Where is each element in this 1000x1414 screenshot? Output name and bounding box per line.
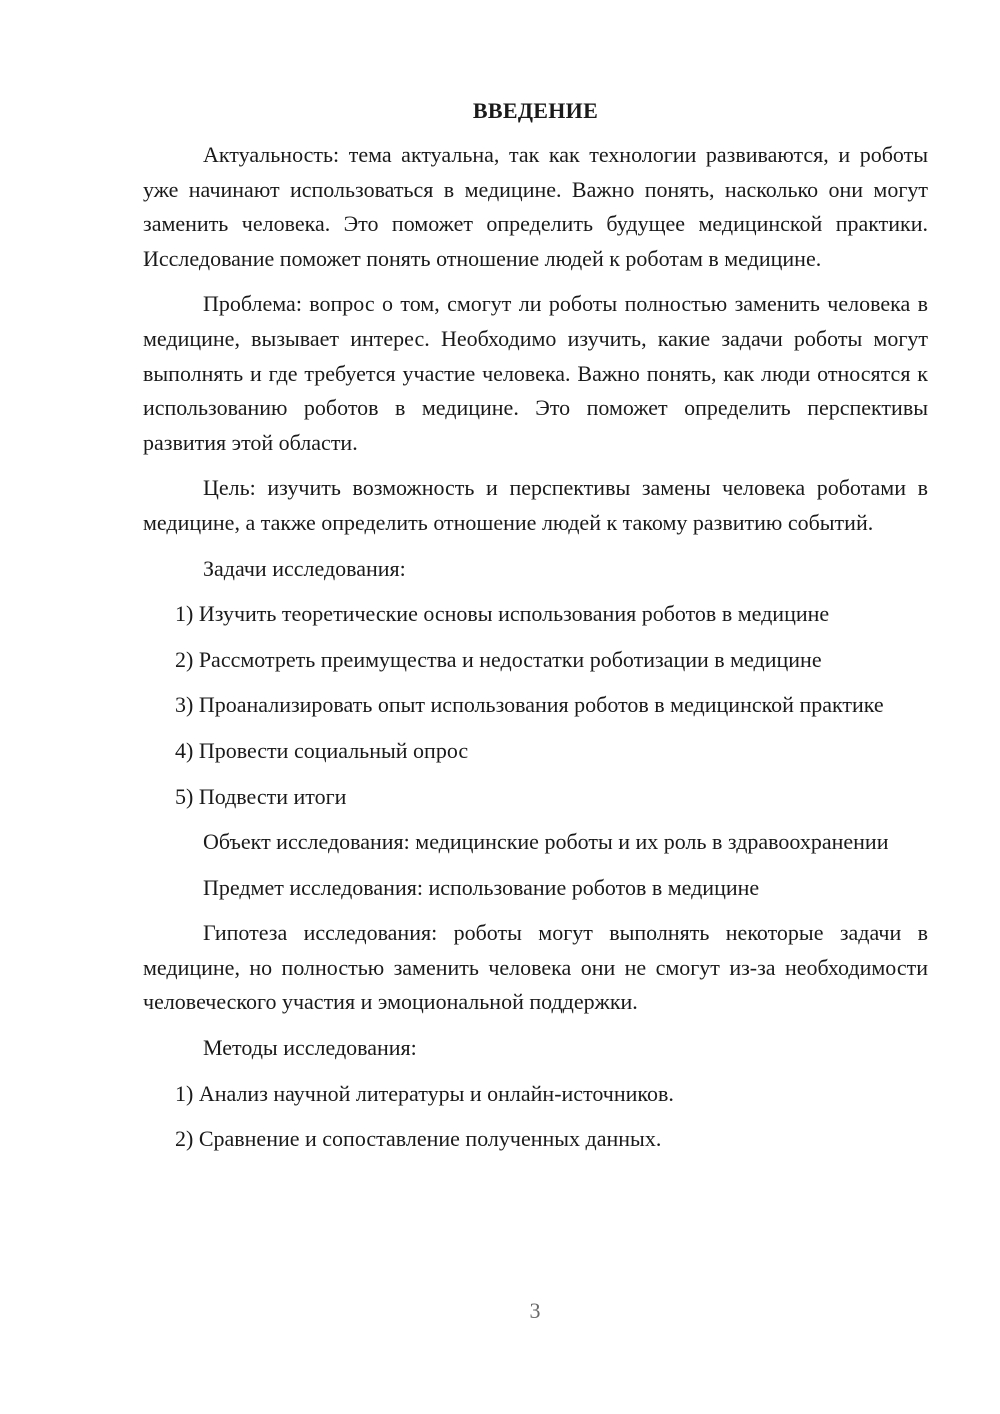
task-item-4: 4) Провести социальный опрос <box>175 737 469 763</box>
page-number: 3 <box>529 1298 541 1323</box>
task-item-3: 3) Проанализировать опыт использования роботов в медицинской практике <box>175 692 884 718</box>
task-item-1: 1) Изучить теоретические основы использования роботов в медицине <box>175 601 830 627</box>
method-item-1: 1) Анализ научной литературы и онлайн-источников. <box>175 1080 674 1106</box>
paragraph-object: Объект исследования: медицинские роботы и их роль в здравоохранении <box>203 829 889 855</box>
paragraph-goal: Цель: изучить возможность и перспективы замены человека роботами в медицине, а также определить отношение людей к такому развитию событий. <box>143 475 928 535</box>
paragraph-hypothesis: Гипотеза исследования: роботы могут выполнять некоторые задачи в медицине, но полностью заменить человека они не смогут из-за необходимости человеческого участия и эмоциональной поддержки. <box>143 920 928 1015</box>
paragraph-problem: Проблема: вопрос о том, смогут ли роботы полностью заменить человека в медицине, вызывает интерес. Необходимо изучить, какие задачи роботы могут выполнять и где требуется участие человека. Важно понять, как люди относятся к использованию роботов в медицине. Это поможет определить перспективы развития этой области. <box>143 291 928 455</box>
paragraph-tasks-heading: Задачи исследования: <box>203 555 406 581</box>
section-title: ВВЕДЕНИЕ <box>472 98 599 123</box>
method-item-2: 2) Сравнение и сопоставление полученных данных. <box>175 1126 662 1152</box>
paragraph-subject: Предмет исследования: использование роботов в медицине <box>203 874 760 900</box>
task-item-5: 5) Подвести итоги <box>175 783 347 809</box>
paragraph-relevance: Актуальность: тема актуальна, так как технологии развиваются, и роботы уже начинают использоваться в медицине. Важно понять, насколько они могут заменить человека. Это поможет определить будущее медицинской практики. Исследование поможет понять отношение людей к роботам в медицине. <box>143 142 928 271</box>
paragraph-methods-heading: Методы исследования: <box>203 1035 417 1061</box>
document-page <box>143 96 928 1168</box>
task-item-2: 2) Рассмотреть преимущества и недостатки роботизации в медицине <box>175 646 822 672</box>
